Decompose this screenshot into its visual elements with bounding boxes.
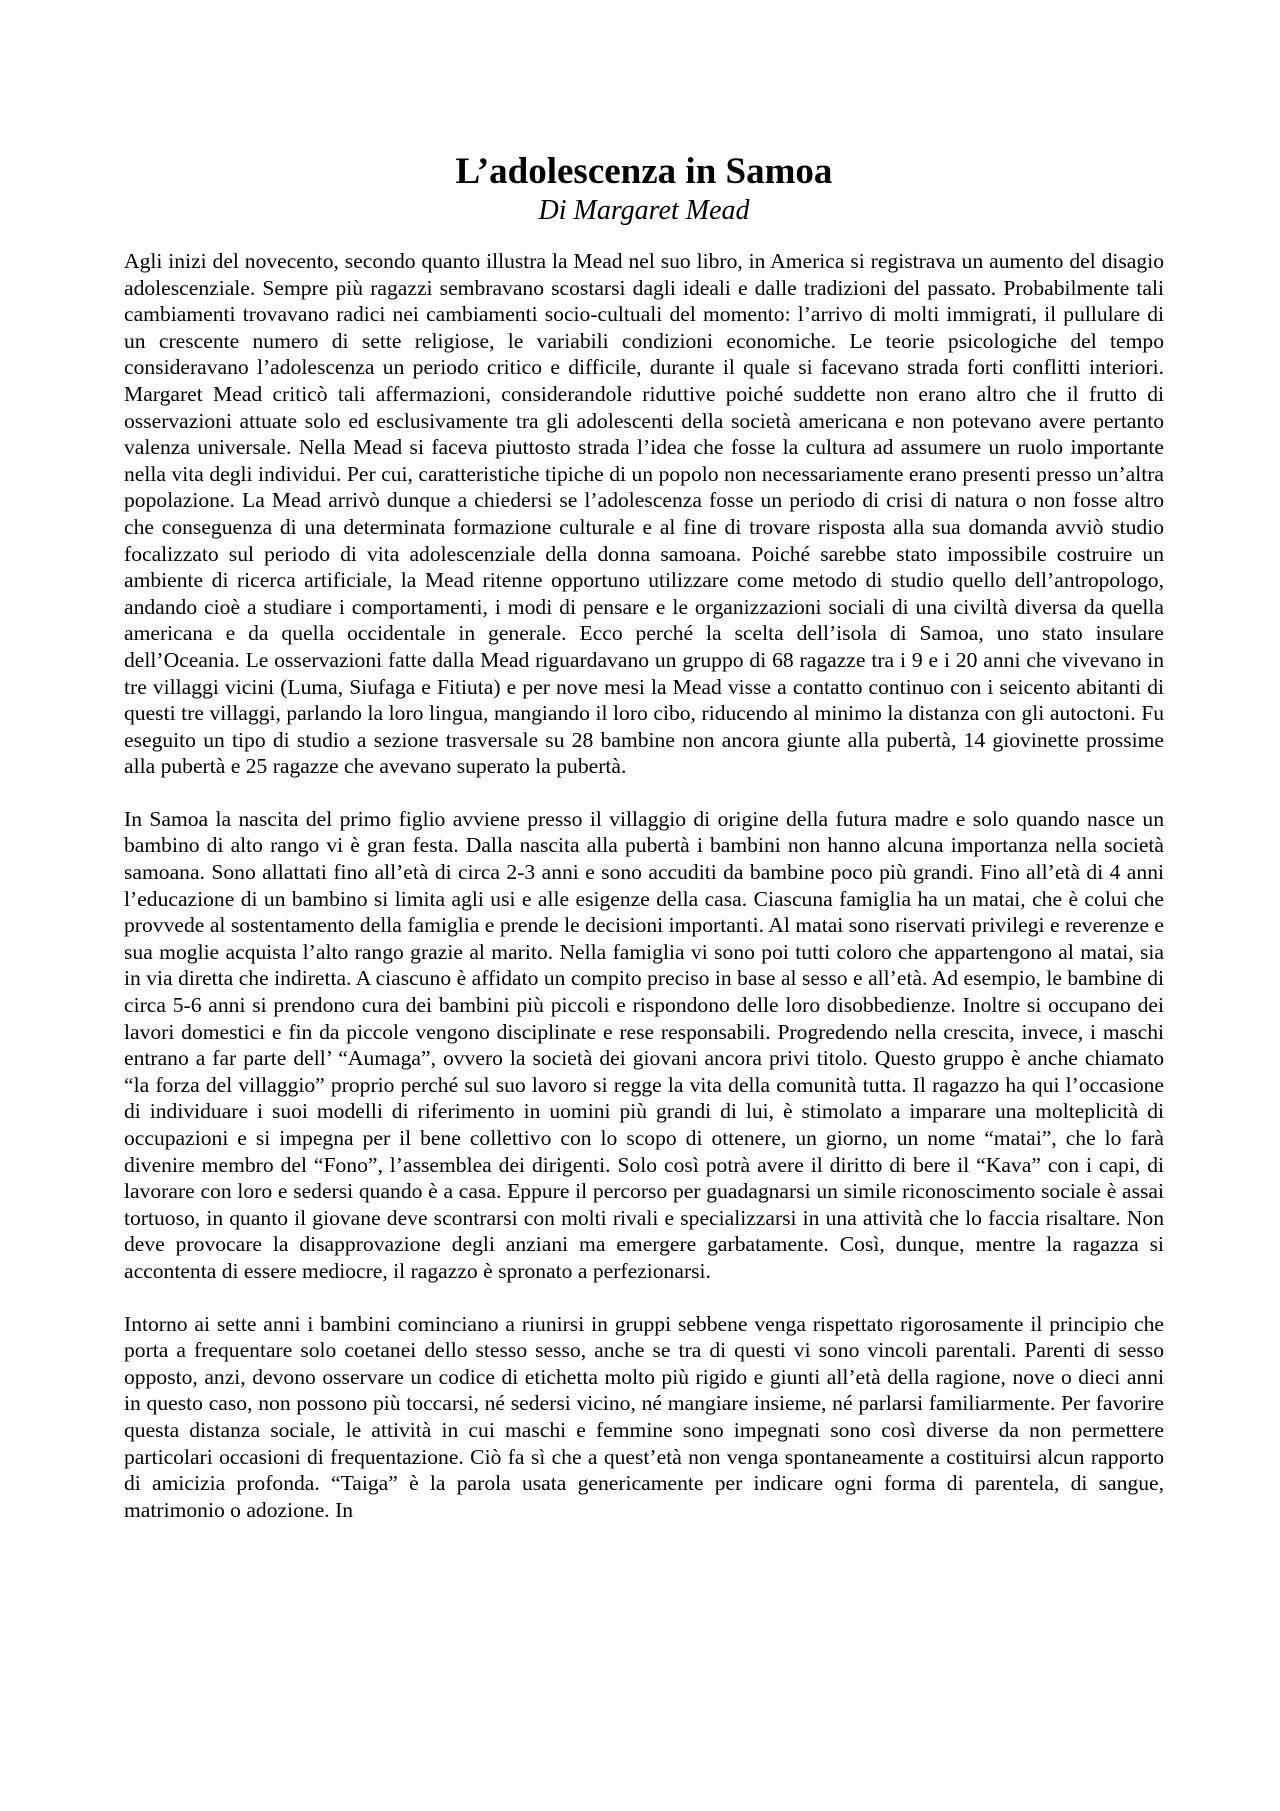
document-subtitle: Di Margaret Mead <box>538 195 750 226</box>
document-page <box>124 150 1164 1523</box>
paragraph-childhood-groups: Intorno ai sette anni i bambini cominciano a riunirsi in gruppi sebbene venga rispettato rigorosamente il principio che porta a frequentare solo coetanei dello stesso sesso, anche se tra di questi vi sono vincoli parentali. Parenti di sesso opposto, anzi, devono osservare un codice di etichetta molto più rigido e giunti all’età della ragione, nove o dieci anni in questo caso, non possono più toccarsi, né sedersi vicino, né mangiare insieme, né parlarsi familiarmente. Per favorire questa distanza sociale, le attività in cui maschi e femmine sono impegnati sono così diverse da non permettere particolari occasioni di frequentazione. Ciò fa sì che a quest’età non venga spontaneamente a costituirsi alcun rapporto di amicizia profonda. “Taiga” è la parola usata genericamente per indicare ogni forma di parentela, di sangue, matrimonio o adozione. In <box>124 1311 1164 1522</box>
paragraph-introduction: Agli inizi del novecento, secondo quanto illustra la Mead nel suo libro, in America si registrava un aumento del disagio adolescenziale. Sempre più ragazzi sembravano scostarsi dagli ideali e dalle tradizioni del passato. Probabilmente tali cambiamenti trovavano radici nei cambiamenti socio-cultuali del momento: l’arrivo di molti immigrati, il pullulare di un crescente numero di sette religiose, le variabili condizioni economiche. Le teorie psicologiche del tempo consideravano l’adolescenza un periodo critico e difficile, durante il quale si facevano strada forti conflitti interiori. Margaret Mead criticò tali affermazioni, considerandole riduttive poiché suddette non erano altro che il frutto di osservazioni attuate solo ed esclusivamente tra gli adolescenti della società americana e non potevano avere pertanto valenza universale. Nella Mead si faceva piuttosto strada l’idea che fosse la cultura ad assumere un ruolo importante nella vita degli individui. Per cui, caratteristiche tipiche di un popolo non necessariamente erano presenti presso un’altra popolazione. La Mead arrivò dunque a chiedersi se l’adolescenza fosse un periodo di crisi di natura o non fosse altro che conseguenza di una determinata formazione culturale e al fine di trovare risposta alla sua domanda avviò studio focalizzato sul periodo di vita adolescenziale della donna samoana. Poiché sarebbe stato impossibile costruire un ambiente di ricerca artificiale, la Mead ritenne opportuno utilizzare come metodo di studio quello dell’antropologo, andando cioè a studiare i comportamenti, i modi di pensare e le organizzazioni sociali di una civiltà diversa da quella americana e da quella occidentale in generale. Ecco perché la scelta dell’isola di Samoa, uno stato insulare dell’Oceania. Le osservazioni fatte dalla Mead riguardavano un gruppo di 68 ragazze tra i 9 e i 20 anni che vivevano in tre villaggi vicini (Luma, Siufaga e Fitiuta) e per nove mesi la Mead visse a contatto continuo con i seicento abitanti di questi tre villaggi, parlando la loro lingua, mangiando il loro cibo, riducendo al minimo la distanza con gli autoctoni. Fu eseguito un tipo di studio a sezione trasversale su 28 bambine non ancora giunte alla pubertà, 14 giovinette prossime alla pubertà e 25 ragazze che avevano superato la pubertà. <box>124 249 1164 779</box>
document-title: L’adolescenza in Samoa <box>455 151 833 192</box>
paragraph-family-structure: In Samoa la nascita del primo figlio avviene presso il villaggio di origine della futura madre e solo quando nasce un bambino di alto rango vi è gran festa. Dalla nascita alla pubertà i bambini non hanno alcuna importanza nella società samoana. Sono allattati fino all’età di circa 2-3 anni e sono accuditi da bambine poco più grandi. Fino all’età di 4 anni l’educazione di un bambino si limita agli usi e alle esigenze della casa. Ciascuna famiglia ha un matai, che è colui che provvede al sostentamento della famiglia e prende le decisioni importanti. Al matai sono riservati privilegi e reverenze e sua moglie acquista l’alto rango grazie al marito. Nella famiglia vi sono poi tutti coloro che appartengono al matai, sia in via diretta che indiretta. A ciascuno è affidato un compito preciso in base al sesso e all’età. Ad esempio, le bambine di circa 5-6 anni si prendono cura dei bambini più piccoli e rispondono delle loro disobbedienze. Inoltre si occupano dei lavori domestici e fin da piccole vengono disciplinate e rese responsabili. Progredendo nella crescita, invece, i maschi entrano a far parte dell’ “Aumaga”, ovvero la società dei giovani ancora privi titolo. Questo gruppo è anche chiamato “la forza del villaggio” proprio perché sul suo lavoro si regge la vita della comunità tutta. Il ragazzo ha qui l’occasione di individuare i suoi modelli di riferimento in uomini più grandi di lui, è stimolato a imparare una molteplicità di occupazioni e si impegna per il bene collettivo con lo scopo di ottenere, un giorno, un nome “matai”, che lo farà divenire membro del “Fono”, l’assemblea dei dirigenti. Solo così potrà avere il diritto di bere il “Kava” con i capi, di lavorare con loro e sedersi quando è a casa. Eppure il percorso per guadagnarsi un simile riconoscimento sociale è assai tortuoso, in quanto il giovane deve scontrarsi con molti rivali e specializzarsi in una attività che lo faccia risaltare. Non deve provocare la disapprovazione degli anziani ma emergere garbatamente. Così, dunque, mentre la ragazza si accontenta di essere mediocre, il ragazzo è spronato a perfezionarsi. <box>124 806 1164 1283</box>
paragraph-spacer <box>124 1285 1164 1311</box>
paragraph-spacer <box>124 780 1164 806</box>
